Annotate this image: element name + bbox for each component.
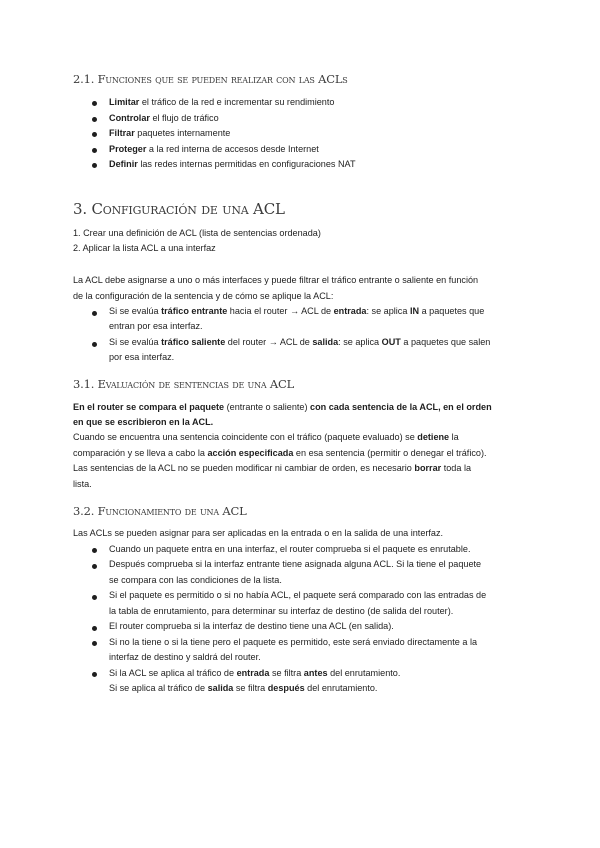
bullet-icon [92,342,97,347]
section-2-1-heading: 2.1. Funciones que se pueden realizar con las ACLs [73,72,348,86]
section-3-2-heading: 3.2. Funcionamiento de una ACL [73,504,247,518]
bullet-icon [92,132,97,137]
list-item-continuation: la tabla de enrutamiento, para determinar su interfaz de destino (de salida del router). [109,606,454,616]
bullet-icon [92,311,97,316]
list-item: Si se evalúa tráfico entrante hacia el router → ACL de entrada: se aplica IN a paquetes que [109,306,485,316]
list-item-continuation: se compara con las condiciones de la lista. [109,575,282,585]
list-item: Definir las redes internas permitidas en configuraciones NAT [109,159,356,169]
bullet-icon [92,564,97,569]
paragraph-line: Las ACLs se pueden asignar para ser aplicadas en la entrada o en la salida de una interfaz. [73,528,444,538]
paragraph-line: comparación y se lleva a cabo la acción especificada en esa sentencia (permitir o denegar el tráfico). [73,448,487,458]
bullet-icon [92,101,97,106]
step-1: 1. Crear una definición de ACL (lista de sentencias ordenada) [73,228,321,238]
paragraph-line: en que se escribieron en la ACL. [73,417,214,427]
paragraph-line: En el router se compara el paquete (entrante o saliente) con cada sentencia de la ACL, en el orden [73,402,492,412]
bullet-icon [92,548,97,553]
paragraph-line: lista. [73,479,92,489]
paragraph-line: Las sentencias de la ACL no se pueden modificar ni cambiar de orden, es necesario borrar toda la [73,463,472,473]
list-item: Limitar el tráfico de la red e incrementar su rendimiento [109,97,335,107]
section-3-heading: 3. Configuración de una ACL [73,200,285,218]
list-item-continuation: por esa interfaz. [109,352,175,362]
list-item: El router comprueba si la interfaz de destino tiene una ACL (en salida). [109,621,394,631]
bullet-icon [92,641,97,646]
bullet-icon [92,595,97,600]
list-item: Si la ACL se aplica al tráfico de entrada se filtra antes del enrutamiento. [109,668,401,678]
list-item-continuation: interfaz de destino y saldrá del router. [109,652,261,662]
section-3-1-heading: 3.1. Evaluación de sentencias de una ACL [73,377,295,391]
list-item: Controlar el flujo de tráfico [109,113,219,123]
bullet-icon [92,163,97,168]
bullet-icon [92,626,97,631]
bullet-icon [92,148,97,153]
paragraph-line: de la configuración de la sentencia y de cómo se aplique la ACL: [73,291,334,301]
list-item: Si el paquete es permitido o si no había ACL, el paquete será comparado con las entradas de [109,590,487,600]
bullet-icon [92,117,97,122]
list-item: Si no la tiene o si la tiene pero el paquete es permitido, este será enviado directamente a la [109,637,478,647]
paragraph-line: La ACL debe asignarse a uno o más interfaces y puede filtrar el tráfico entrante o saliente en función [73,275,479,285]
bullet-icon [92,672,97,677]
list-item-continuation: Si se aplica al tráfico de salida se filtra después del enrutamiento. [109,683,378,693]
list-item: Cuando un paquete entra en una interfaz, el router comprueba si el paquete es enrutable. [109,544,471,554]
list-item: Después comprueba si la interfaz entrante tiene asignada alguna ACL. Si la tiene el paquete [109,559,482,569]
list-item: Proteger a la red interna de accesos desde Internet [109,144,319,154]
list-item: Si se evalúa tráfico saliente del router → ACL de salida: se aplica OUT a paquetes que salen [109,337,491,347]
paragraph-line: Cuando se encuentra una sentencia coincidente con el tráfico (paquete evaluado) se detiene la [73,432,459,442]
list-item-continuation: entran por esa interfaz. [109,321,203,331]
list-item: Filtrar paquetes internamente [109,128,231,138]
step-2: 2. Aplicar la lista ACL a una interfaz [73,243,216,253]
